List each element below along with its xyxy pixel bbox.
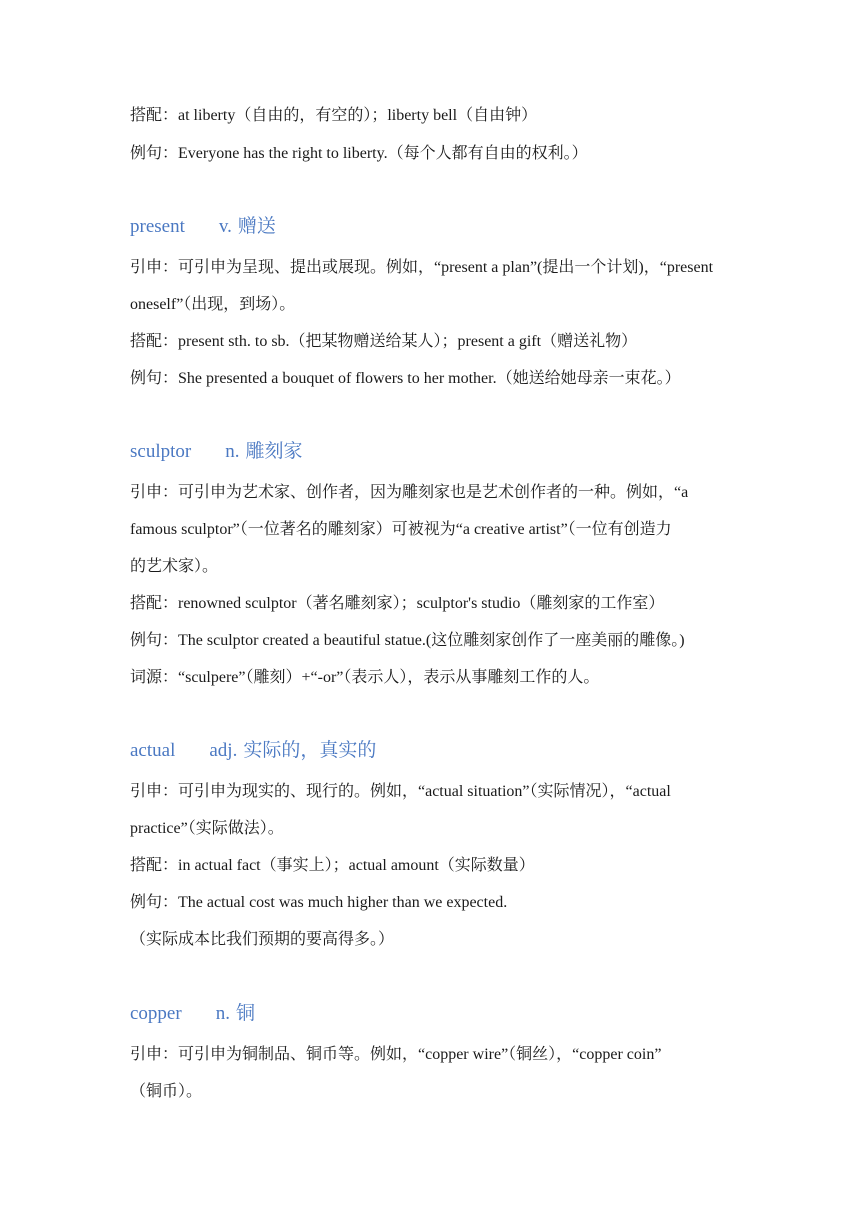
etymology-line: 词源：“sculpere”（雕刻）+“-or”（表示人），表示从事雕刻工作的人。 — [130, 669, 600, 686]
example-line: 例句：The actual cost was much higher than we expected. — [130, 894, 508, 911]
part-of-speech: v. — [218, 216, 232, 237]
part-of-speech: adj. — [209, 740, 238, 761]
example-line: 例句：Everyone has the right to liberty.（每个人都有自由的权利。） — [130, 145, 588, 162]
extension-line: oneself”（出现，到场）。 — [130, 296, 296, 313]
entry-heading-actual — [130, 739, 376, 763]
example-line: 例句：She presented a bouquet of flowers to her mother.（她送给她母亲一束花。） — [130, 370, 681, 387]
entry-heading-sculptor — [130, 440, 302, 464]
meaning: 雕刻家 — [245, 441, 303, 462]
meaning: 实际的，真实的 — [243, 740, 377, 761]
extension-line: 的艺术家）。 — [130, 558, 219, 575]
extension-line: 引申：可引申为艺术家、创作者，因为雕刻家也是艺术创作者的一种。例如，“a — [130, 484, 689, 501]
headword: copper — [130, 1003, 182, 1024]
extension-line: 引申：可引申为铜制品、铜币等。例如，“copper wire”（铜丝），“copper coin” — [130, 1046, 662, 1063]
extension-line: practice”（实际做法）。 — [130, 820, 284, 837]
meaning: 赠送 — [237, 216, 276, 237]
part-of-speech: n. — [215, 1003, 230, 1024]
meaning: 铜 — [235, 1003, 255, 1024]
entry-heading-present — [130, 215, 276, 239]
headword: actual — [130, 740, 176, 761]
collocation-line: 搭配：in actual fact（事实上）；actual amount（实际数量） — [130, 857, 535, 874]
extension-line: 引申：可引申为呈现、提出或展现。例如，“present a plan”(提出一个计划)，“present — [130, 259, 714, 276]
collocation-line: 搭配：present sth. to sb.（把某物赠送给某人）；present a gift（赠送礼物） — [130, 333, 638, 350]
extension-line: famous sculptor”（一位著名的雕刻家）可被视为“a creative artist”（一位有创造力 — [130, 521, 672, 538]
entry-heading-copper — [130, 1002, 255, 1026]
collocation-line: 搭配：at liberty（自由的，有空的）；liberty bell（自由钟） — [130, 107, 538, 124]
part-of-speech: n. — [225, 441, 240, 462]
example-line: 例句：The sculptor created a beautiful statue.(这位雕刻家创作了一座美丽的雕像。) — [130, 632, 685, 649]
example-translation: （实际成本比我们预期的要高得多。） — [130, 931, 395, 948]
headword: present — [130, 216, 185, 237]
collocation-line: 搭配：renowned sculptor（著名雕刻家）；sculptor's studio（雕刻家的工作室） — [130, 595, 665, 612]
headword: sculptor — [130, 441, 192, 462]
extension-line: （铜币）。 — [130, 1083, 203, 1100]
extension-line: 引申：可引申为现实的、现行的。例如，“actual situation”（实际情况），“actual — [130, 783, 671, 800]
